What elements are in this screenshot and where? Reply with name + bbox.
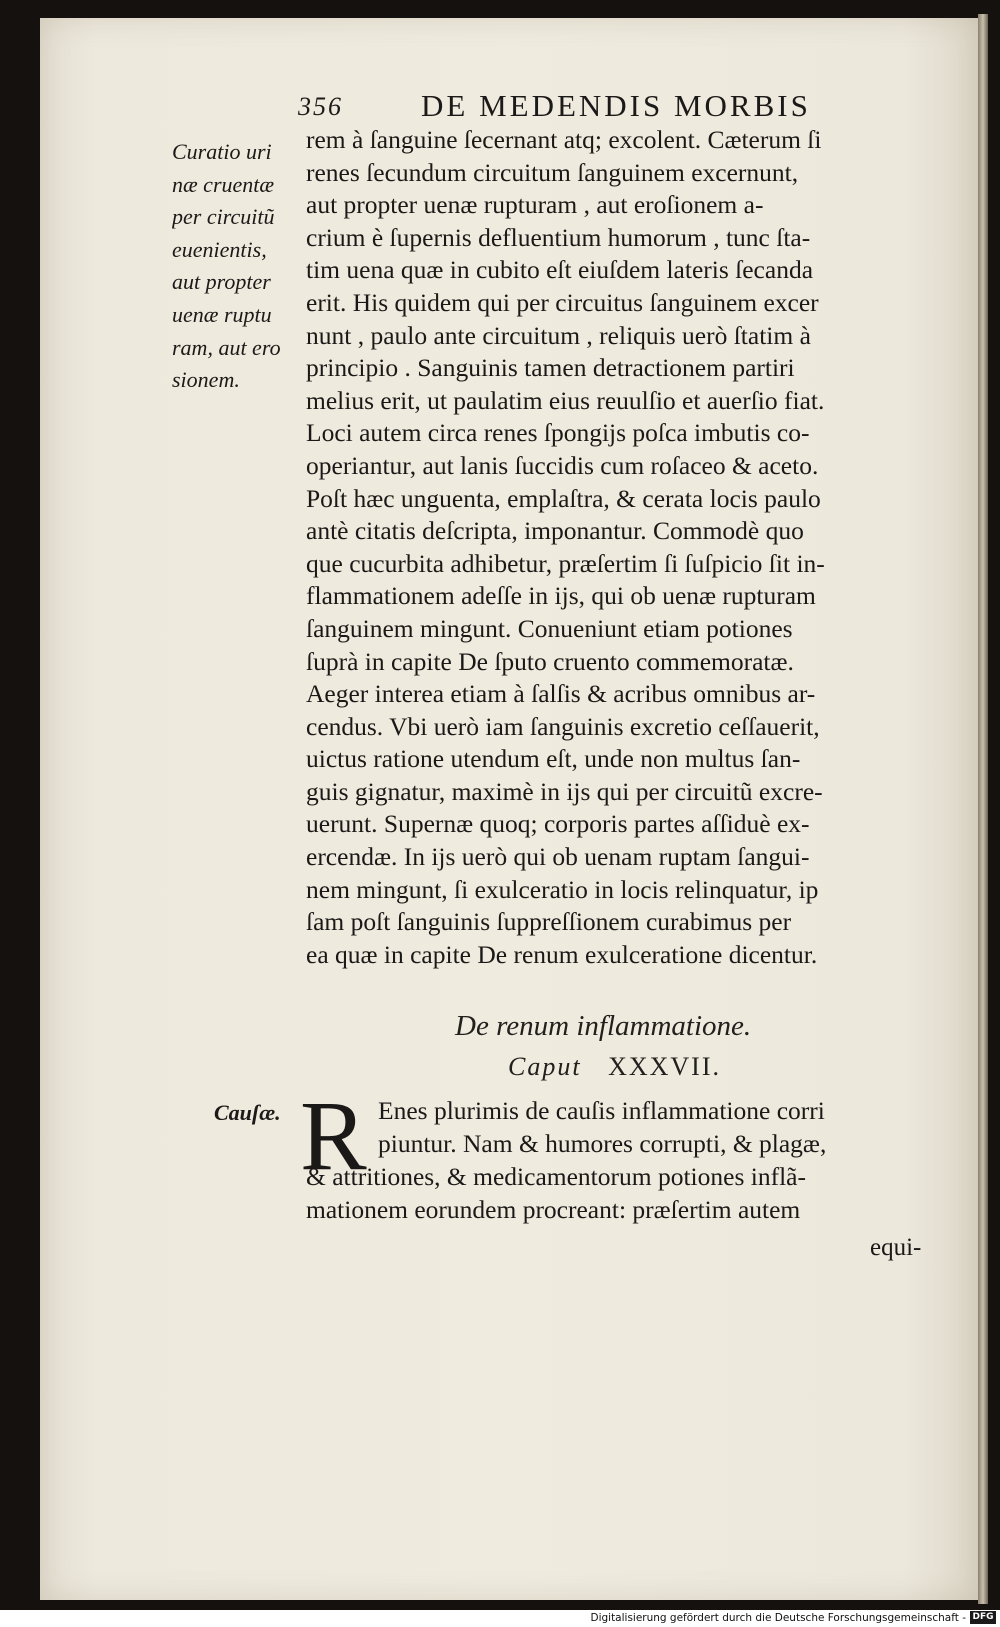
page-edge bbox=[978, 14, 988, 1604]
caput-numeral: XXXVII. bbox=[608, 1052, 721, 1081]
margin-note-line: ram, aut ero bbox=[172, 334, 281, 360]
body-text bbox=[306, 124, 946, 971]
body-line: ercendæ. In ijs uerò qui ob uenam ruptam ſangui- bbox=[306, 842, 810, 872]
body-line: que cucurbita adhibetur, præſertim ſi ſuſpicio ſit in- bbox=[306, 548, 825, 578]
margin-note-line: Curatio uri bbox=[172, 139, 272, 164]
body-line: ſuprà in capite De ſputo cruento commemoratæ. bbox=[306, 646, 794, 676]
page-number: 356 bbox=[298, 92, 343, 121]
body-line: erit. His quidem qui per circuitus ſanguinem excer bbox=[306, 287, 819, 317]
chapter-line: & attritiones, & medicamentorum potiones inflã- bbox=[306, 1162, 806, 1191]
body-line: cendus. Vbi uerò iam ſanguinis excretio ceſſauerit, bbox=[306, 711, 820, 741]
body-line: flammationem adeſſe in ijs, qui ob uenæ rupturam bbox=[306, 581, 816, 611]
margin-note-line: per circuitũ bbox=[172, 204, 275, 230]
body-line: Loci autem circa renes ſpongijs poſca imbutis co- bbox=[306, 418, 810, 448]
running-title: DE MEDENDIS MORBIS bbox=[421, 88, 811, 123]
chapter-body-lines bbox=[306, 1160, 946, 1225]
body-line: ſam poſt ſanguinis ſuppreſſionem curabimus per bbox=[306, 907, 792, 937]
body-line: rem à ſanguine ſecernant atq; excolent. Cæterum ſi bbox=[306, 125, 822, 154]
body-line: uictus ratione utendum eſt, unde non multus ſan- bbox=[306, 744, 801, 774]
body-line: principio . Sanguinis tamen detractionem partiri bbox=[306, 353, 795, 383]
chapter-title: De renum inflammatione. bbox=[455, 1010, 752, 1042]
margin-notes bbox=[172, 136, 300, 397]
margin-note-line: uenæ ruptu bbox=[172, 301, 272, 327]
margin-note-line: sionem. bbox=[172, 367, 240, 393]
chapter-number bbox=[508, 1052, 721, 1082]
body-line: ſanguinem mingunt. Conueniunt etiam potiones bbox=[306, 613, 793, 643]
margin-note-causae: Cauſæ. bbox=[214, 1100, 281, 1125]
footer-credit: Digitalisierung gefördert durch die Deutsche Forschungsgemeinschaft - bbox=[590, 1612, 966, 1624]
margin-note-line: næ cruentæ bbox=[172, 171, 275, 197]
body-line: crium è ſupernis defluentium humorum , tunc ſta- bbox=[306, 222, 811, 252]
body-line: operiantur, aut lanis ſuccidis cum roſaceo & aceto. bbox=[306, 450, 819, 480]
dfg-logo: DFG bbox=[970, 1611, 996, 1624]
running-header bbox=[298, 88, 858, 128]
body-line: melius erit, ut paulatim eius reuulſio et auerſio fiat. bbox=[306, 385, 825, 415]
body-line: aut propter uenæ rupturam , aut eroſionem a- bbox=[306, 190, 764, 220]
body-line: Poſt hæc unguenta, emplaſtra, & cerata locis paulo bbox=[306, 483, 821, 513]
margin-note-line: euenientis, bbox=[172, 236, 267, 262]
body-line: guis gignatur, maximè in ijs qui per circuitũ excre- bbox=[306, 776, 823, 806]
body-line: nunt , paulo ante circuitum , reliquis uerò ſtatim à bbox=[306, 320, 811, 350]
margin-note-line: aut propter bbox=[172, 269, 271, 295]
chapter-opening-lines bbox=[378, 1094, 944, 1159]
body-line: renes ſecundum circuitum ſanguinem excernunt, bbox=[306, 157, 799, 187]
body-line: tim uena quæ in cubito eſt eiuſdem lateris ſecanda bbox=[306, 255, 814, 285]
caput-word: Caput bbox=[508, 1052, 582, 1081]
chapter-line: mationem eorundem procreant: præſertim autem bbox=[306, 1194, 801, 1224]
drop-capital: R bbox=[300, 1080, 367, 1191]
body-line: nem mingunt, ſi exulceratio in locis relinquatur, ip bbox=[306, 874, 819, 904]
chapter-line: piuntur. Nam & humores corrupti, & plagæ, bbox=[378, 1128, 827, 1158]
body-line: ea quæ in capite De renum exulceratione dicentur. bbox=[306, 939, 818, 969]
catchword: equi- bbox=[870, 1234, 922, 1261]
chapter-line: Enes plurimis de cauſis inflammatione corri bbox=[378, 1096, 825, 1125]
body-line: uerunt. Supernæ quoq; corporis partes aſſiduè ex- bbox=[306, 809, 810, 839]
body-line: Aeger interea etiam à ſalſis & acribus omnibus ar- bbox=[306, 679, 816, 709]
body-line: antè citatis deſcripta, imponantur. Commodè quo bbox=[306, 516, 804, 546]
